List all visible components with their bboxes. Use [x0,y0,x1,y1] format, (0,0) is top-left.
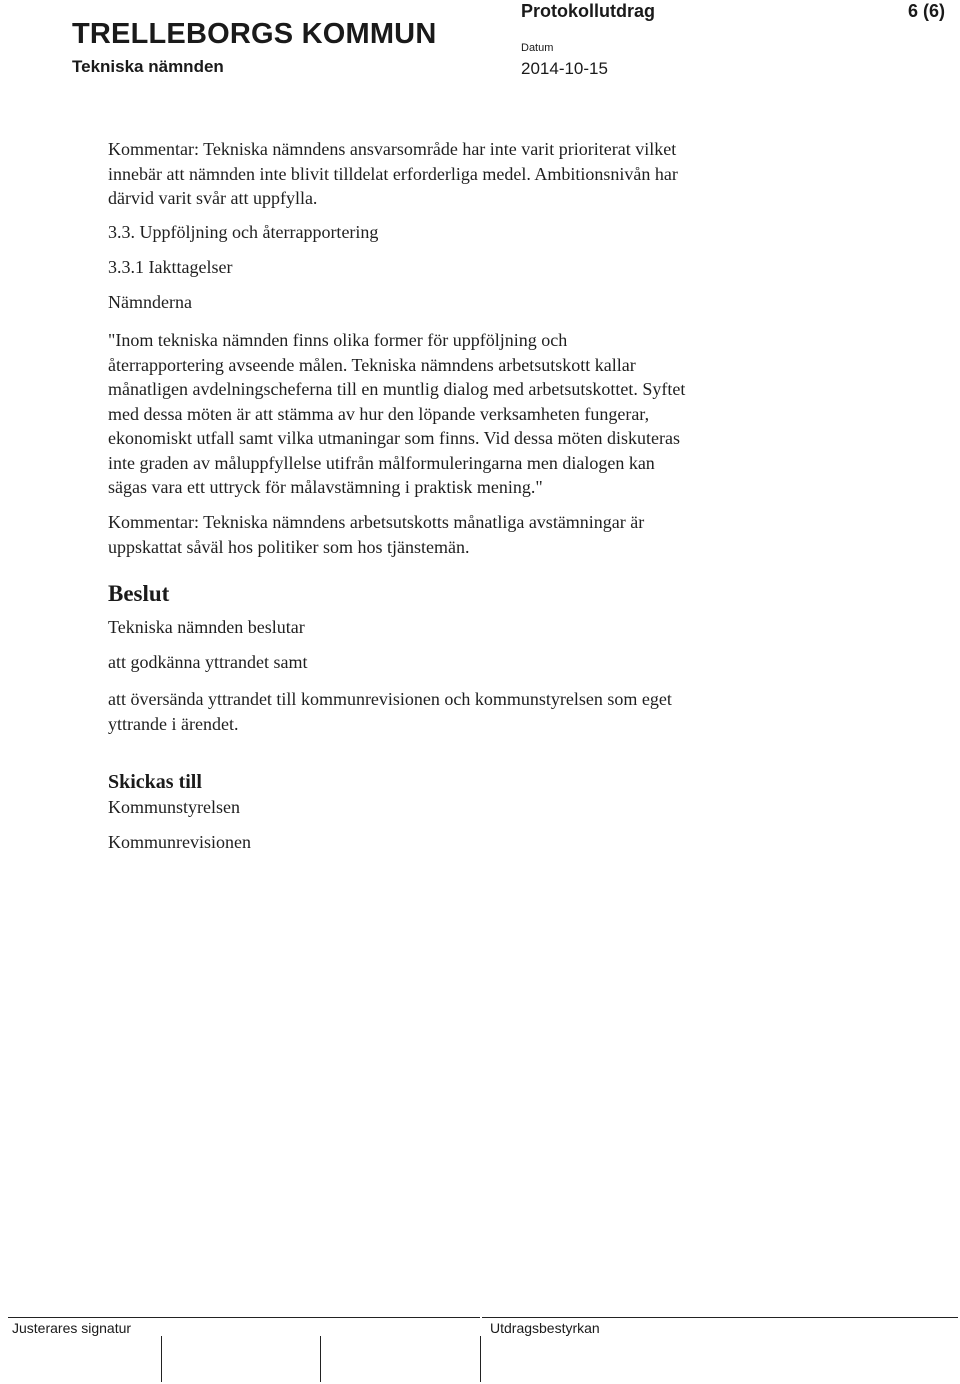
date-label: Datum [521,42,554,54]
signature-label: Justerares signatur [12,1320,132,1336]
quote-paragraph [108,328,685,500]
signature-box-divider [480,1336,481,1382]
text-line: innebär att nämnden inte blivit tilldelat erforderliga medel. Ambitionsnivån har [108,163,678,184]
text-line: månatligen avdelningscheferna till en muntlig dialog med arbetsutskottet. Syftet [108,379,686,399]
text-line: återrapportering avseende målen. Tekniska nämndens arbetsutskott kallar [108,354,636,375]
footer-divider-right [482,1317,958,1318]
date-value: 2014-10-15 [521,59,608,78]
comment-paragraph-2 [108,510,644,559]
text-line: ekonomiskt utfall samt vilka utmaningar som finns. Vid dessa möten diskuteras [108,428,681,448]
text-line: att översända yttrandet till kommunrevisionen och kommunstyrelsen som eget [108,689,672,709]
recipient-2: Kommunrevisionen [108,832,251,852]
comment-paragraph-1 [108,137,678,211]
decision-intro: Tekniska nämnden beslutar [108,617,305,637]
recipient-1: Kommunstyrelsen [108,797,240,817]
text-line: därvid varit svår att uppfylla. [108,188,318,208]
text-line: Kommentar: Tekniska nämndens ansvarsområde har inte varit prioriterat vilket [108,139,677,159]
text-line: "Inom tekniska nämnden finns olika former för uppföljning och [108,330,568,350]
text-line: yttrande i ärendet. [108,713,239,734]
footer-divider-left [8,1317,480,1318]
decision-item-2 [108,687,672,736]
subsection-heading: 3.3.1 Iakttagelser [108,257,233,277]
signature-box-divider [320,1336,321,1382]
decision-item-1: att godkänna yttrandet samt [108,652,308,672]
text-line: Kommentar: Tekniska nämndens arbetsutskotts månatliga avstämningar är [108,512,645,532]
text-line: med dessa möten är att stämma av hur den löpande verksamheten fungerar, [108,403,650,424]
organization-name: TRELLEBORGS KOMMUN [72,18,437,50]
decision-heading: Beslut [108,581,170,606]
text-line: uppskattat såväl hos politiker som hos tjänstemän. [108,536,470,557]
extract-label: Utdragsbestyrkan [490,1320,600,1336]
document-type: Protokollutdrag [521,1,655,21]
department-name: Tekniska nämnden [72,57,224,76]
page-number: 6 (6) [908,1,946,21]
section-heading: 3.3. Uppföljning och återrapportering [108,222,379,242]
text-line: sägas vara ett uttryck för målavstämning i praktisk mening." [108,477,543,497]
distribution-heading: Skickas till [108,771,202,793]
text-line: inte graden av måluppfyllelse utifrån målformuleringarna men dialogen kan [108,452,655,473]
signature-box-divider [161,1336,162,1382]
subject-label: Nämnderna [108,292,192,312]
